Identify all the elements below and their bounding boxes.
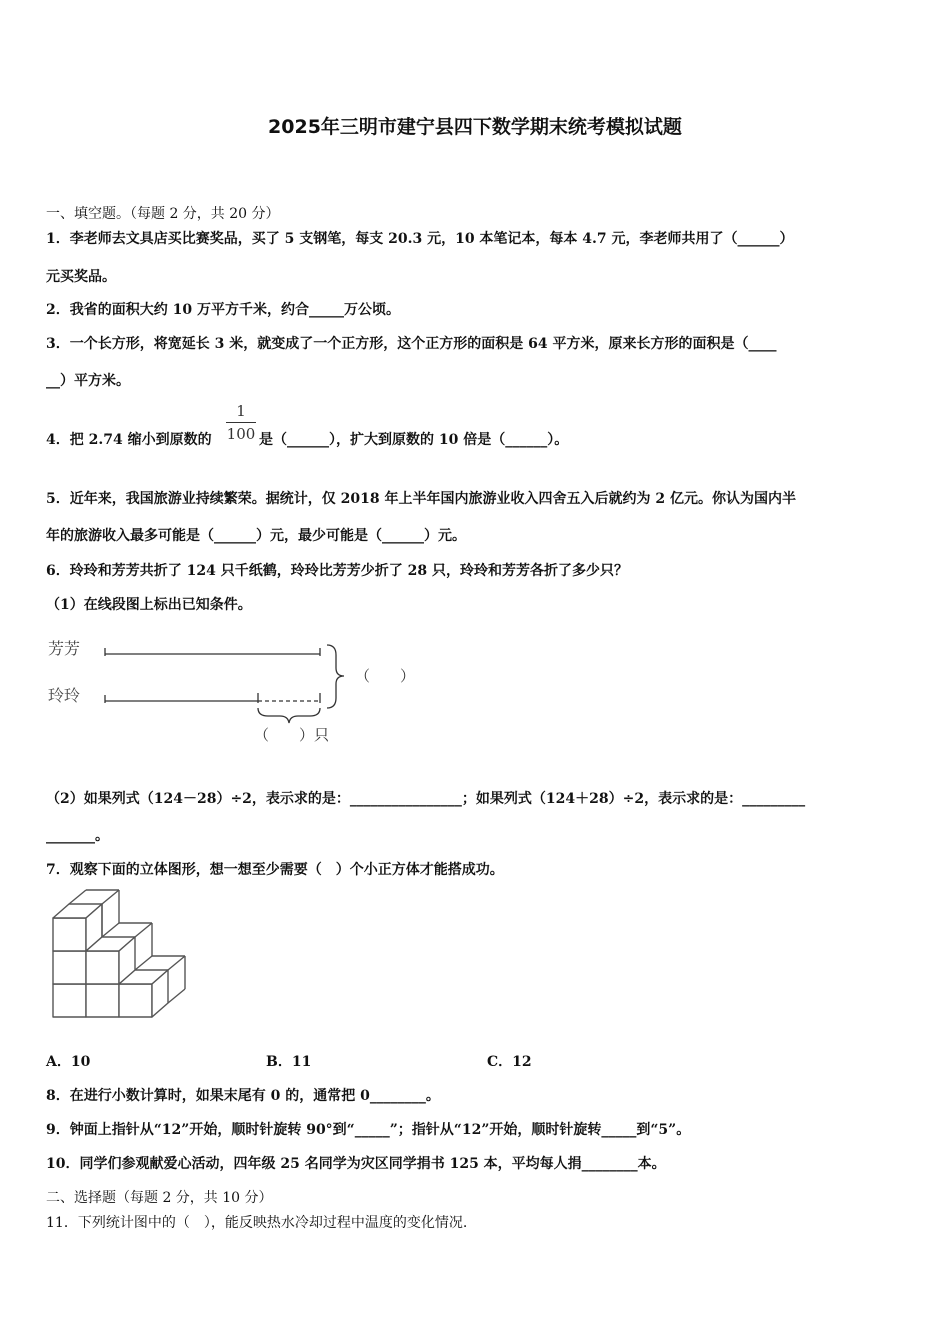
option-a: A．10 xyxy=(46,1054,91,1070)
question-6-part1: （1）在线段图上标出已知条件。 xyxy=(46,597,252,613)
page-title: 2025年三明市建宁县四下数学期末统考模拟试题 xyxy=(268,116,682,138)
segment-lingling xyxy=(105,693,320,703)
label-lingling: 玲玲 xyxy=(48,686,81,705)
fraction-bar xyxy=(226,422,256,423)
fraction-one-hundredth xyxy=(224,401,258,444)
option-b: B．11 xyxy=(266,1054,312,1070)
question-2: 2．我省的面积大约 10 万平方千米，约合_____万公顷。 xyxy=(46,302,400,318)
question-6-part2-line1: （2）如果列式（124－28）÷2，表示求的是：________________；如果列式（124＋28）÷2，表示求的是：_________ xyxy=(46,791,806,807)
question-6-stem: 6．玲玲和芳芳共折了 124 只千纸鹤，玲玲比芳芳少折了 28 只，玲玲和芳芳各折了多少只？ xyxy=(46,563,628,579)
brace-difference xyxy=(258,708,320,723)
brace-total-label: （ ） xyxy=(355,667,416,685)
section-heading-fill-blank: 一、填空题。（每题 2 分，共 20 分） xyxy=(46,206,280,222)
question-4-before: 4．把 2.74 缩小到原数的 xyxy=(46,432,212,448)
section-heading-choice: 二、选择题（每题 2 分，共 10 分） xyxy=(46,1190,273,1206)
line-segment-diagram xyxy=(40,628,440,753)
fraction-denominator: 100 xyxy=(226,425,256,443)
question-3-line1: 3．一个长方形，将宽延长 3 米，就变成了一个正方形，这个正方形的面积是 64 平方米，原来长方形的面积是（____ xyxy=(46,336,777,352)
question-6-part2-line2: _______。 xyxy=(46,828,109,844)
question-8: 8．在进行小数计算时，如果末尾有 0 的，通常把 0________。 xyxy=(46,1088,440,1104)
cube-stack-figure xyxy=(46,888,191,1020)
label-fangfang: 芳芳 xyxy=(48,639,81,658)
difference-label: （ ）只 xyxy=(254,726,330,744)
question-11: 11．下列统计图中的（ ），能反映热水冷却过程中温度的变化情况. xyxy=(46,1215,468,1231)
segment-fangfang xyxy=(105,648,320,656)
brace-total xyxy=(327,645,344,708)
question-7-stem: 7．观察下面的立体图形，想一想至少需要（ ）个小正方体才能搭成功。 xyxy=(46,862,504,878)
question-10: 10．同学们参观献爱心活动，四年级 25 名同学为灾区同学捐书 125 本，平均每人捐________本。 xyxy=(46,1156,666,1172)
question-5-line2: 年的旅游收入最多可能是（______）元，最少可能是（______）元。 xyxy=(46,528,466,544)
question-1-line1: 1．李老师去文具店买比赛奖品，买了 5 支钢笔，每支 20.3 元，10 本笔记本，每本 4.7 元，李老师共用了（______） xyxy=(46,231,794,247)
question-3-line2: __）平方米。 xyxy=(46,373,130,389)
option-c: C．12 xyxy=(487,1054,532,1070)
question-4-after: 是（______），扩大到原数的 10 倍是（______）。 xyxy=(259,432,569,448)
fraction-numerator: 1 xyxy=(236,402,246,420)
question-5-line1: 5．近年来，我国旅游业持续繁荣。据统计，仅 2018 年上半年国内旅游业收入四舍五入后就约为 2 亿元。你认为国内半 xyxy=(46,491,796,507)
question-9: 9．钟面上指针从“12”开始，顺时针旋转 90°到“_____”；指针从“12”开始，顺时针旋转_____到“5”。 xyxy=(46,1122,691,1138)
question-1-line2: 元买奖品。 xyxy=(46,269,116,285)
